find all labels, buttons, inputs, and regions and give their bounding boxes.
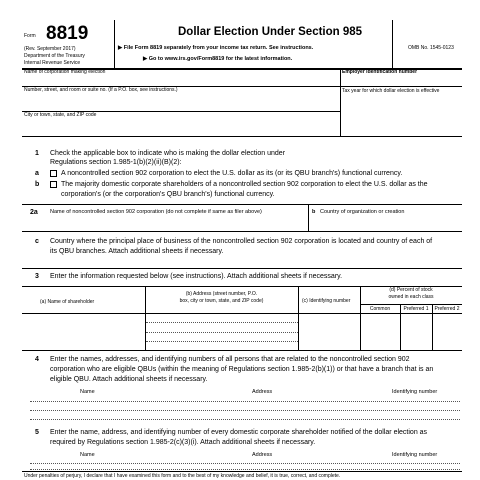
line2b-letter: b — [312, 209, 316, 215]
line5-text: Enter the name, address, and identifying number of every domestic corporate shareholder notified of the dollar election as — [50, 429, 428, 436]
col-d-preferred2: Preferred 2 — [434, 306, 460, 312]
line3-text: Enter the information requested below (see instructions). Attach additional sheets if necessary. — [50, 273, 343, 280]
list-item[interactable] — [30, 419, 460, 420]
line4-name-header: Name — [80, 389, 95, 395]
line4-number: 4 — [35, 356, 39, 363]
form-number: 8819 — [46, 23, 89, 44]
tax-year-label: Tax year for which dollar election is effective — [342, 88, 440, 94]
list-item[interactable] — [30, 469, 460, 470]
form-word: Form — [24, 33, 36, 39]
city-state-zip-field[interactable] — [24, 120, 338, 134]
col-c-header: (c) Identifying number — [302, 298, 351, 304]
line4-id-header: Identifying number — [392, 389, 438, 395]
line2c-text: Country where the principal place of business of the noncontrolled section 902 corporation is located and country of each of — [50, 238, 433, 245]
line2a-number: 2a — [30, 209, 38, 216]
line1b-text-2: corporation's (or the corporation's QBU branch's) functional currency. — [61, 191, 275, 198]
line2c-letter: c — [35, 238, 39, 245]
col-d-common: Common — [369, 306, 391, 312]
line4-text: Enter the names, addresses, and identifying numbers of all persons that are related to the noncontrolled section 902 — [50, 356, 410, 363]
line4-address-header: Address — [252, 389, 273, 395]
line1-text-2: Regulations section 1.985-1(b)(2)(ii)(B)(2): — [50, 159, 182, 166]
corporation-name-label: Name of corporation making election — [24, 69, 106, 75]
street-address-field[interactable] — [24, 95, 338, 111]
col-d-preferred1: Preferred 1 — [403, 306, 429, 312]
department: Department of the Treasury — [24, 53, 85, 59]
corporation-name-field[interactable] — [24, 77, 338, 86]
ein-label: Employer identification number — [342, 69, 418, 75]
list-item[interactable] — [30, 410, 460, 411]
line5-id-header: Identifying number — [392, 452, 438, 458]
line1-text: Check the applicable box to indicate who is making the dollar election under — [50, 150, 286, 157]
line1a-letter: a — [35, 170, 39, 177]
line4-text-2: corporation who are eligible QBUs (within the meaning of Regulations section 1.985-2(b)(1)) or that have a branch that is an — [50, 366, 434, 373]
revision-date: (Rev. September 2017) — [24, 46, 76, 52]
line2b-field[interactable] — [312, 218, 460, 230]
line1-number: 1 — [35, 150, 39, 157]
line2c-text-2: its QBU branches. Attach additional sheets if necessary. — [50, 248, 224, 255]
line5-number: 5 — [35, 429, 39, 436]
instruction-line-1: ▶ File Form 8819 separately from your income tax return. See instructions. — [118, 45, 314, 51]
col-b-header: (b) Address (street number, P.O. — [185, 291, 258, 297]
form-title: Dollar Election Under Section 985 — [178, 26, 363, 38]
perjury-statement: Under penalties of perjury, I declare that I have examined this form and to the best of my knowledge and belief, it is true, correct, and complete. — [24, 473, 341, 479]
line2c-field[interactable] — [50, 256, 460, 268]
line1a-text: A noncontrolled section 902 corporation to elect the U.S. dollar as its (or its QBU branch's) functional currency. — [61, 170, 403, 177]
line1a-checkbox[interactable] — [50, 170, 57, 177]
street-address-label: Number, street, and room or suite no. (If a P.O. box, see instructions.) — [24, 87, 178, 93]
line4-text-3: eligible QBU. Attach additional sheets if necessary. — [50, 376, 208, 383]
irs-label: Internal Revenue Service — [24, 60, 81, 66]
col-d-header: (d) Percent of stock — [389, 287, 433, 293]
line5-name-header: Name — [80, 452, 95, 458]
line5-text-2: required by Regulations section 1.985-2(c)(3)(i). Attach additional sheets if necessary. — [50, 439, 316, 446]
line2b-label: Country of organization or creation — [320, 209, 405, 215]
line2a-label: Name of noncontrolled section 902 corporation (do not complete if same as filer above) — [50, 209, 262, 215]
line3-number: 3 — [35, 273, 39, 280]
city-state-zip-label: City or town, state, and ZIP code — [24, 112, 97, 118]
instruction-line-2: ▶ Go to www.irs.gov/Form8819 for the latest information. — [143, 56, 293, 62]
tax-year-field[interactable] — [342, 100, 460, 134]
list-item[interactable] — [30, 401, 460, 402]
omb-number: OMB No. 1545-0123 — [408, 45, 454, 51]
line5-address-header: Address — [252, 452, 273, 458]
col-b-header-2: box, city or town, state, and ZIP code) — [179, 298, 264, 304]
ein-field[interactable] — [342, 77, 460, 86]
list-item[interactable] — [30, 463, 460, 464]
col-d-header-2: owned in each class — [388, 294, 434, 300]
col-a-header: (a) Name of shareholder — [40, 299, 95, 305]
line1b-text: The majority domestic corporate shareholders of a noncontrolled section 902 corporation to elect the U.S. dollar as the — [61, 181, 428, 188]
line1b-letter: b — [35, 181, 40, 188]
line2a-field[interactable] — [50, 218, 306, 230]
line1b-checkbox[interactable] — [50, 181, 57, 188]
